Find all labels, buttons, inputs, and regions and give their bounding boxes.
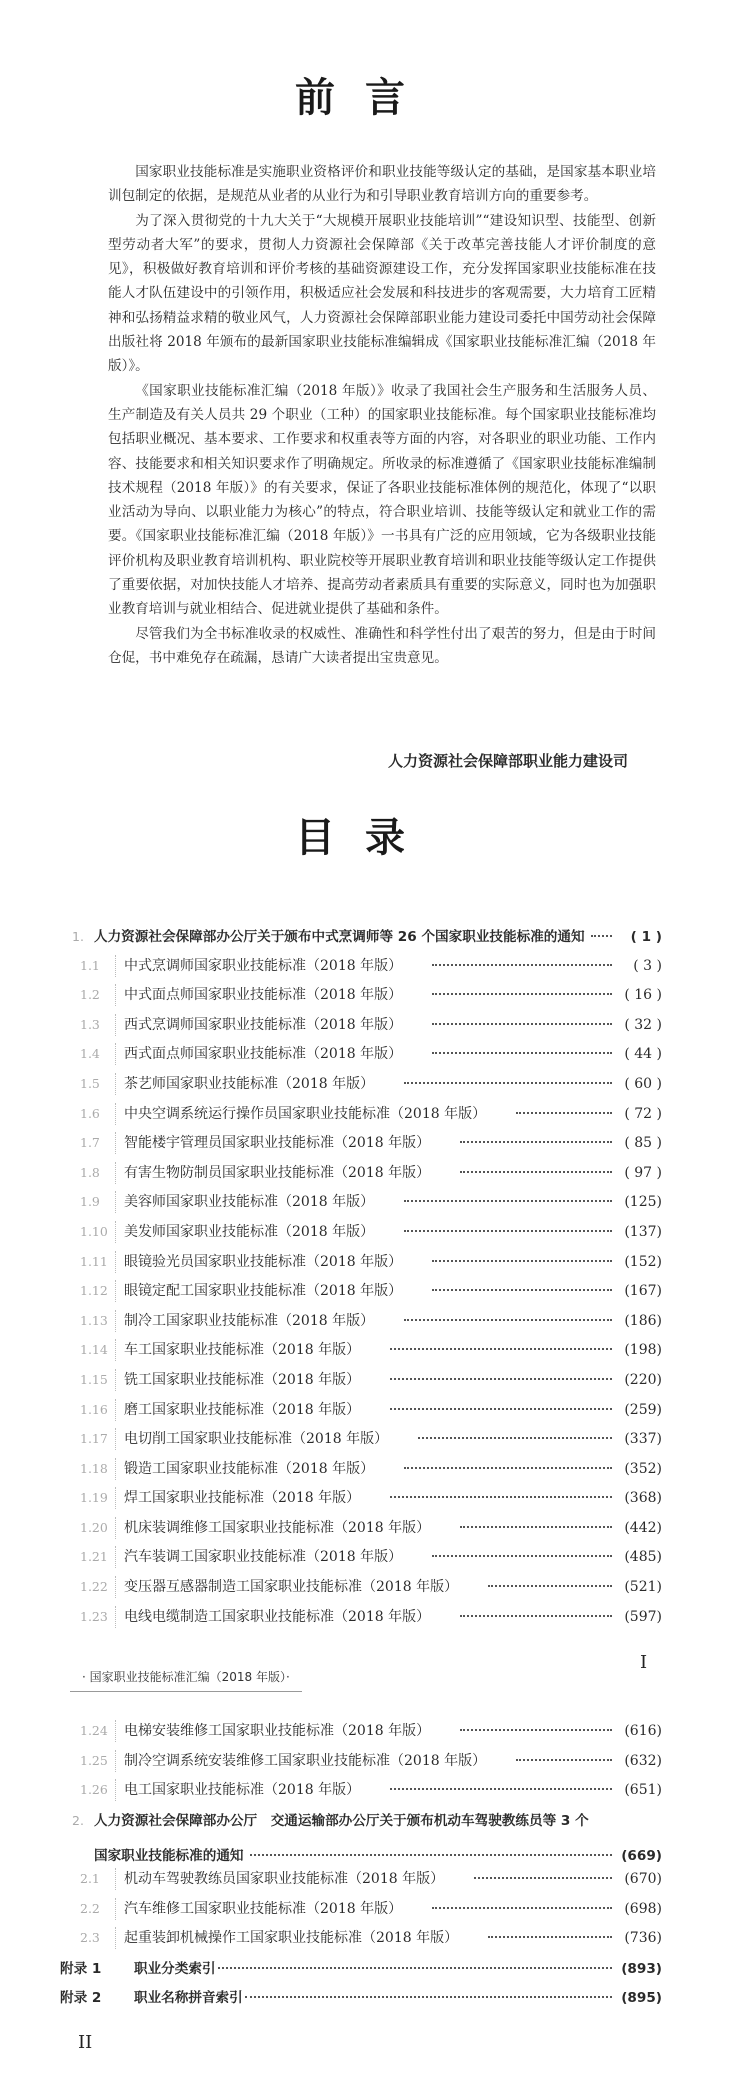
toc-list-page-2: [60, 1720, 662, 2016]
toc-entry-number: 附录 1: [60, 1960, 102, 1977]
toc-leader-dots: [404, 1230, 612, 1232]
toc-leader-dots: [390, 1348, 612, 1350]
toc-entry-page: (651): [624, 1782, 662, 1799]
toc-leader-dots: [390, 1496, 612, 1498]
toc-entry-page: ( 97 ): [624, 1164, 662, 1181]
toc-entry[interactable]: [72, 1779, 662, 1809]
toc-entry-page: (186): [624, 1312, 662, 1329]
toc-entry-title[interactable]: 电线电缆制造工国家职业技能标准（2018 年版）: [124, 1608, 431, 1625]
toc-entry[interactable]: [72, 984, 662, 1014]
toc-entry-number: 1.9: [72, 1191, 116, 1213]
toc-entry-title[interactable]: 国家职业技能标准的通知: [94, 1848, 244, 1865]
toc-leader-dots: [460, 1171, 612, 1173]
toc-entry-title[interactable]: 变压器互感器制造工国家职业技能标准（2018 年版）: [124, 1579, 459, 1596]
toc-entry-page: (368): [624, 1490, 662, 1507]
toc-entry-page: ( 44 ): [624, 1046, 662, 1063]
toc-entry-continuation[interactable]: [72, 1838, 662, 1868]
toc-entry-title[interactable]: 电梯安装维修工国家职业技能标准（2018 年版）: [124, 1723, 431, 1739]
toc-entry-title[interactable]: 职业名称拼音索引: [134, 1990, 243, 2007]
toc-entry-number: 1.2: [72, 984, 116, 1006]
toc-entry-page: (521): [624, 1579, 662, 1596]
toc-entry-number: 1.: [72, 929, 84, 944]
toc-entry[interactable]: [72, 1399, 662, 1429]
toc-entry-number: 1.26: [72, 1779, 116, 1801]
toc-entry-number: 2.1: [72, 1868, 116, 1890]
toc-entry-number: 1.21: [72, 1546, 116, 1568]
toc-leader-dots: [432, 1052, 612, 1054]
preface-body: [108, 160, 656, 670]
toc-entry-title[interactable]: 汽车维修工国家职业技能标准（2018 年版）: [124, 1900, 403, 1917]
toc-entry-page: (597): [624, 1608, 662, 1625]
toc-entry[interactable]: [72, 1458, 662, 1488]
toc-entry[interactable]: [60, 1957, 662, 1987]
toc-leader-dots: [250, 1854, 612, 1856]
toc-entry[interactable]: [72, 1750, 662, 1780]
toc-entry-title[interactable]: 电切削工国家职业技能标准（2018 年版）: [124, 1431, 389, 1448]
toc-entry-page: (895): [621, 1990, 662, 2007]
toc-entry-number: 1.17: [72, 1428, 116, 1450]
toc-entry-title[interactable]: 美容师国家职业技能标准（2018 年版）: [124, 1194, 375, 1211]
toc-leader-dots: [432, 1023, 612, 1025]
toc-entry[interactable]: [72, 1073, 662, 1103]
toc-entry-number-spacer: [72, 1838, 94, 1860]
preface-paragraph: 尽管我们为全书标准收录的权威性、准确性和科学性付出了艰苦的努力，但是由于时间仓促，书中难免存在疏漏，恳请广大读者提出宝贵意见。: [108, 625, 656, 666]
toc-entry[interactable]: [72, 1428, 662, 1458]
toc-entry-title[interactable]: 焊工国家职业技能标准（2018 年版）: [124, 1490, 361, 1507]
toc-entry-page: (736): [624, 1930, 662, 1947]
toc-entry[interactable]: [72, 1280, 662, 1310]
toc-entry[interactable]: [72, 1251, 662, 1281]
toc-entry[interactable]: [72, 1103, 662, 1133]
preface-title: 前言: [295, 75, 435, 121]
toc-entry-page: ( 85 ): [624, 1135, 662, 1152]
toc-entry-number: 1.10: [72, 1221, 116, 1243]
toc-leader-dots: [218, 1967, 612, 1969]
toc-leader-dots: [474, 1877, 612, 1879]
toc-leader-dots: [432, 993, 612, 995]
toc-leader-dots: [418, 1437, 612, 1439]
page-number: II: [78, 2032, 93, 2053]
toc-entry[interactable]: [72, 1043, 662, 1073]
toc-entry-page: ( 32 ): [624, 1016, 662, 1033]
toc-entry[interactable]: [72, 1014, 662, 1044]
toc-entry-number: 1.20: [72, 1517, 116, 1539]
toc-leader-dots: [432, 1289, 612, 1291]
toc-entry-page: (485): [624, 1549, 662, 1566]
toc-entry[interactable]: [72, 1868, 662, 1898]
toc-entry-title[interactable]: 智能楼宇管理员国家职业技能标准（2018 年版）: [124, 1135, 431, 1152]
toc-entry[interactable]: [72, 1606, 662, 1636]
toc-entry-title[interactable]: 制冷工国家职业技能标准（2018 年版）: [124, 1312, 375, 1329]
toc-leader-dots: [488, 1936, 612, 1938]
toc-entry-number: 1.19: [72, 1487, 116, 1509]
toc-entry-page: (152): [624, 1253, 662, 1270]
toc-leader-dots: [460, 1615, 612, 1617]
toc-leader-dots: [432, 1555, 612, 1557]
toc-entry[interactable]: [72, 1191, 662, 1221]
toc-entry-number: 1.11: [72, 1251, 116, 1273]
toc-entry-title[interactable]: 眼镜定配工国家职业技能标准（2018 年版）: [124, 1283, 403, 1300]
preface-paragraph: 《国家职业技能标准汇编（2018 年版）》收录了我国社会生产服务和生活服务人员、生产制造及有关人员共 29 个职业（工种）的国家职业技能标准。每个国家职业技能标准均包括职业概况、基本要求、工作要求和权重表等方面的内容，对各职业的职业功能、工作内容、技能要求和相关知识要求作了明确规定。所收录的标准遵循了《国家职业技能标准编制技术规程（2018 年版）》的有关要求，保证了各职业技能标准体例的规范化，体现了“以职业活动为导向、以职业能力为核心”的特点，符合职业培训、技能等级认定和就业工作的需要。《国家职业技能标准汇编（2018 年版）》一书具有广泛的应用领域，它为各级职业技能评价机构及职业教育培训机构、职业院校等开展职业教育培训和职业技能等级认定工作提供了重要依据，对加快技能人才培养、提高劳动者素质具有重要的实际意义，同时也为加强职业教育培训与就业相结合、促进就业提供了基础和条件。: [108, 382, 656, 618]
toc-leader-dots: [591, 935, 612, 937]
toc-entry-title[interactable]: 起重装卸机械操作工国家职业技能标准（2018 年版）: [124, 1930, 459, 1947]
toc-entry-number: 1.1: [72, 955, 116, 977]
preface-paragraph: 国家职业技能标准是实施职业资格评价和职业技能等级认定的基础，是国家基本职业培训包制定的依据，是规范从业者的从业行为和引导职业教育培训方向的重要参考。: [108, 164, 656, 205]
toc-entry-number: 1.18: [72, 1458, 116, 1480]
running-header: · 国家职业技能标准汇编（2018 年版）·: [70, 1668, 302, 1692]
toc-entry-title[interactable]: 机动车驾驶教练员国家职业技能标准（2018 年版）: [124, 1870, 445, 1887]
toc-entry-number: 2.: [72, 1812, 84, 1828]
toc-entry-page: ( 3 ): [633, 957, 662, 974]
toc-entry-title[interactable]: 美发师国家职业技能标准（2018 年版）: [124, 1223, 375, 1240]
toc-entry-page: (698): [624, 1900, 662, 1917]
toc-entry-title[interactable]: 眼镜验光员国家职业技能标准（2018 年版）: [124, 1253, 403, 1270]
toc-leader-dots: [404, 1082, 612, 1084]
toc-leader-dots: [432, 1260, 612, 1262]
toc-entry[interactable]: [72, 1162, 662, 1192]
toc-entry-page: (220): [624, 1371, 662, 1388]
preface-paragraph: 为了深入贯彻党的十九大关于“大规模开展职业技能培训”“建设知识型、技能型、创新型劳动者大军”的要求，贯彻人力资源社会保障部《关于改革完善技能人才评价制度的意见》，积极做好教育培训和评价考核的基础资源建设工作，充分发挥国家职业技能标准在技能人才队伍建设中的引领作用，积极适应社会发展和科技进步的客观需要，大力培育工匠精神和弘扬精益求精的敬业风气，人力资源社会保障部职业能力建设司委托中国劳动社会保障出版社将 2018 年颁布的最新国家职业技能标准编辑成《国家职业技能标准汇编（2018 年版）》。: [108, 212, 656, 375]
toc-entry-number: 1.23: [72, 1606, 116, 1628]
toc-list-page-1: [72, 925, 662, 1635]
toc-entry-page: (125): [624, 1194, 662, 1211]
toc-entry-number: 1.3: [72, 1014, 116, 1036]
toc-leader-dots: [460, 1526, 612, 1528]
toc-entry-title[interactable]: 磨工国家职业技能标准（2018 年版）: [124, 1401, 361, 1418]
toc-title: 目录: [295, 815, 435, 861]
toc-entry-number: 1.15: [72, 1369, 116, 1391]
toc-entry[interactable]: [72, 1517, 662, 1547]
toc-leader-dots: [404, 1467, 612, 1469]
toc-entry-title[interactable]: 人力资源社会保障部办公厅关于颁布中式烹调师等 26 个国家职业技能标准的通知: [94, 929, 585, 945]
toc-entry-title[interactable]: 汽车装调工国家职业技能标准（2018 年版）: [124, 1549, 403, 1566]
toc-leader-dots: [516, 1759, 612, 1761]
toc-leader-dots: [432, 964, 612, 966]
toc-entry-number: 1.13: [72, 1310, 116, 1332]
toc-leader-dots: [460, 1141, 612, 1143]
toc-entry-title[interactable]: 人力资源社会保障部办公厅 交通运输部办公厅关于颁布机动车驾驶教练员等 3 个: [94, 1812, 589, 1829]
toc-entry-title[interactable]: 西式面点师国家职业技能标准（2018 年版）: [124, 1046, 403, 1063]
toc-entry-page: (616): [624, 1723, 662, 1739]
toc-entry-page: (167): [624, 1283, 662, 1300]
preface-signature: 人力资源社会保障部职业能力建设司: [387, 752, 628, 770]
toc-leader-dots: [516, 1112, 612, 1114]
toc-entry-title[interactable]: 车工国家职业技能标准（2018 年版）: [124, 1342, 361, 1359]
toc-entry[interactable]: [72, 1487, 662, 1517]
toc-entry-number: 1.5: [72, 1073, 116, 1095]
toc-entry-number: 1.7: [72, 1132, 116, 1154]
toc-entry-title[interactable]: 西式烹调师国家职业技能标准（2018 年版）: [124, 1016, 403, 1033]
toc-entry-page: (198): [624, 1342, 662, 1359]
toc-leader-dots: [488, 1585, 612, 1587]
toc-entry-title[interactable]: 铣工国家职业技能标准（2018 年版）: [124, 1371, 361, 1388]
toc-entry[interactable]: [72, 955, 662, 985]
page-number: I: [640, 1652, 648, 1673]
toc-entry-page: ( 72 ): [624, 1105, 662, 1122]
toc-entry-number: 2.2: [72, 1898, 116, 1920]
toc-entry-title[interactable]: 机床装调维修工国家职业技能标准（2018 年版）: [124, 1519, 431, 1536]
toc-leader-dots: [432, 1907, 612, 1909]
toc-entry-page: ( 1 ): [630, 929, 662, 945]
toc-entry-number: 1.16: [72, 1399, 116, 1421]
toc-entry-number: 1.4: [72, 1043, 116, 1065]
toc-entry[interactable]: [72, 1221, 662, 1251]
toc-entry-number: 1.25: [72, 1750, 116, 1772]
toc-entry-number: 1.6: [72, 1103, 116, 1125]
toc-entry-page: (442): [624, 1519, 662, 1536]
toc-leader-dots: [404, 1200, 612, 1202]
toc-entry-number: 附录 2: [60, 1990, 102, 2007]
toc-entry-number: 1.22: [72, 1576, 116, 1598]
toc-entry-page: (669): [621, 1848, 662, 1865]
toc-entry[interactable]: [72, 1898, 662, 1928]
toc-entry[interactable]: [72, 1369, 662, 1399]
toc-entry[interactable]: [72, 1132, 662, 1162]
toc-entry-page: (632): [624, 1752, 662, 1769]
toc-entry[interactable]: [72, 1339, 662, 1369]
toc-leader-dots: [245, 1996, 612, 1998]
toc-entry-title[interactable]: 电工国家职业技能标准（2018 年版）: [124, 1782, 361, 1799]
toc-entry[interactable]: [72, 1546, 662, 1576]
toc-entry-page: ( 60 ): [624, 1075, 662, 1092]
toc-entry[interactable]: [72, 1576, 662, 1606]
toc-entry-page: (137): [624, 1223, 662, 1240]
toc-leader-dots: [460, 1729, 612, 1731]
toc-leader-dots: [404, 1319, 612, 1321]
toc-entry-title[interactable]: 茶艺师国家职业技能标准（2018 年版）: [124, 1075, 375, 1092]
toc-entry-number: 1.24: [72, 1720, 116, 1742]
toc-entry[interactable]: [60, 1986, 662, 2016]
toc-entry-number: 1.8: [72, 1162, 116, 1184]
toc-entry-title[interactable]: 有害生物防制员国家职业技能标准（2018 年版）: [124, 1164, 431, 1181]
toc-entry-number: 1.12: [72, 1280, 116, 1302]
toc-entry[interactable]: [72, 1310, 662, 1340]
toc-entry-page: (337): [624, 1431, 662, 1448]
toc-entry-number: 1.14: [72, 1339, 116, 1361]
toc-leader-dots: [390, 1378, 612, 1380]
toc-entry[interactable]: [72, 1809, 662, 1839]
toc-entry-page: (259): [624, 1401, 662, 1418]
toc-entry-page: (352): [624, 1460, 662, 1477]
toc-entry-title[interactable]: 中式面点师国家职业技能标准（2018 年版）: [124, 987, 403, 1004]
toc-leader-dots: [390, 1788, 612, 1790]
toc-entry[interactable]: [72, 925, 662, 955]
toc-entry-number: 2.3: [72, 1927, 116, 1949]
toc-entry-title[interactable]: 制冷空调系统安装维修工国家职业技能标准（2018 年版）: [124, 1752, 487, 1769]
toc-entry[interactable]: [72, 1720, 662, 1750]
toc-entry-title[interactable]: 职业分类索引: [134, 1960, 216, 1977]
toc-entry-page: (670): [624, 1870, 662, 1887]
toc-entry-title[interactable]: 锻造工国家职业技能标准（2018 年版）: [124, 1460, 375, 1477]
toc-entry-page: ( 16 ): [624, 987, 662, 1004]
toc-entry-page: (893): [621, 1960, 662, 1977]
toc-entry-title[interactable]: 中式烹调师国家职业技能标准（2018 年版）: [124, 957, 403, 974]
toc-entry[interactable]: [72, 1927, 662, 1957]
toc-entry-title[interactable]: 中央空调系统运行操作员国家职业技能标准（2018 年版）: [124, 1105, 487, 1122]
toc-leader-dots: [390, 1408, 612, 1410]
